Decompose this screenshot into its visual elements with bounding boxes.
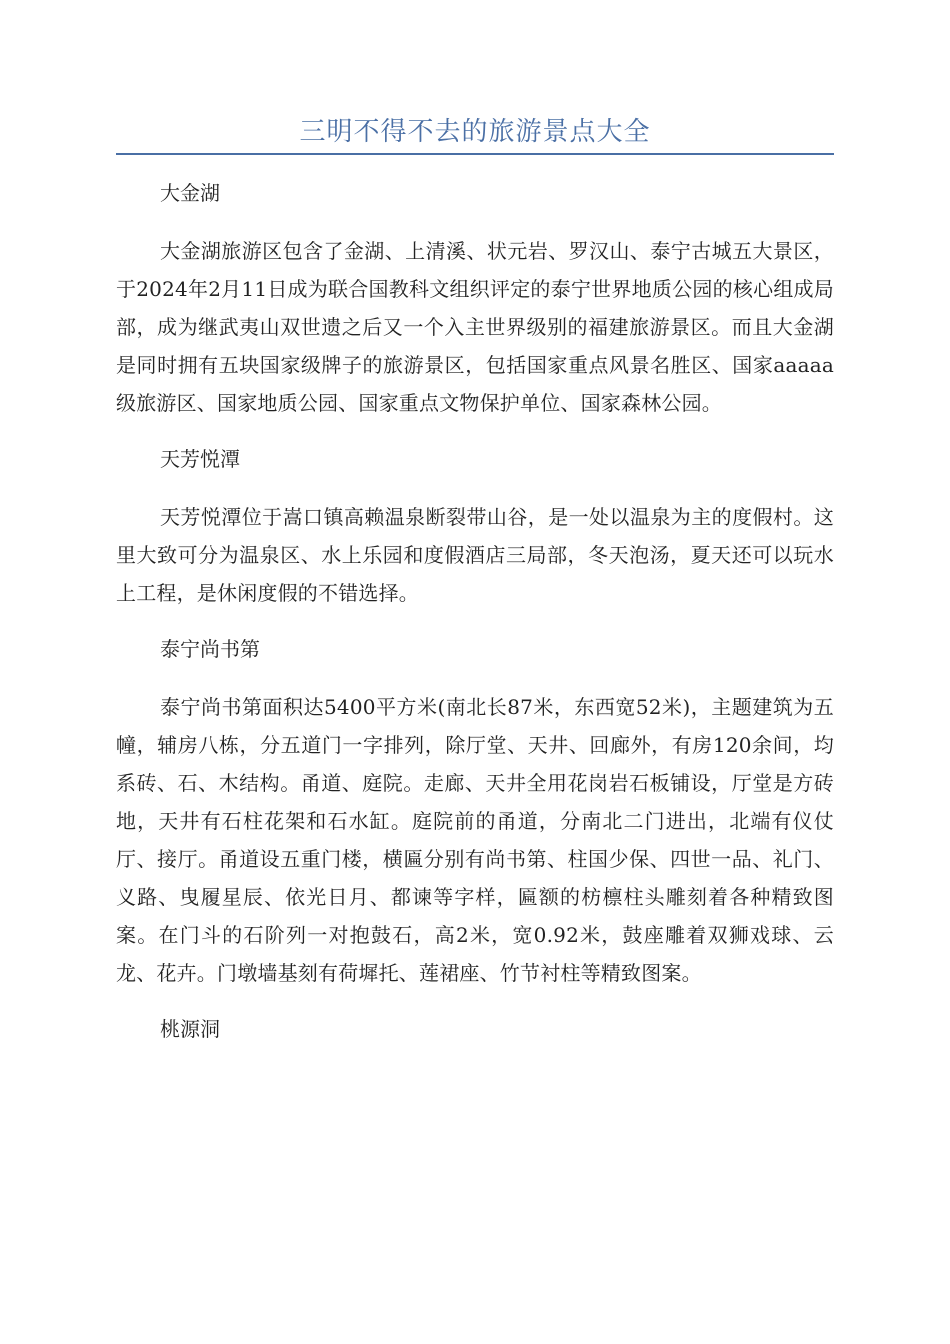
section-shangshudi bbox=[116, 630, 834, 992]
section-taoyuandong bbox=[116, 1010, 834, 1048]
title-underline bbox=[116, 153, 834, 155]
section-dajinhu bbox=[116, 174, 834, 422]
section-paragraph: 大金湖旅游区包含了金湖、上清溪、状元岩、罗汉山、泰宁古城五大景区，于2024年2月11日成为联合国教科文组织评定的泰宁世界地质公园的核心组成局部，成为继武夷山双世遗之后又一个入主世界级别的福建旅游景区。而且大金湖是同时拥有五块国家级牌子的旅游景区，包括国家重点风景名胜区、国家aaaaa级旅游区、国家地质公园、国家重点文物保护单位、国家森林公园。 bbox=[116, 239, 834, 415]
document-body bbox=[116, 174, 834, 1068]
section-heading: 天芳悦潭 bbox=[160, 447, 240, 471]
section-heading: 桃源洞 bbox=[160, 1017, 220, 1041]
section-heading: 大金湖 bbox=[160, 181, 220, 205]
section-tianfangyuetan bbox=[116, 440, 834, 612]
document-title: 三明不得不去的旅游景点大全 bbox=[299, 117, 651, 147]
section-paragraph: 泰宁尚书第面积达5400平方米(南北长87米，东西宽52米)，主题建筑为五幢，辅房八栋，分五道门一字排列，除厅堂、天井、回廊外，有房120余间，均系砖、石、木结构。甬道、庭院。走廊、天井全用花岗岩石板铺设，厅堂是方砖地，天井有石柱花架和石水缸。庭院前的甬道，分南北二门进出，北端有仪仗厅、接厅。甬道设五重门楼，横匾分别有尚书第、柱国少保、四世一品、礼门、义路、曳履星辰、依光日月、都谏等字样，匾额的枋檩柱头雕刻着各种精致图案。在门斗的石阶列一对抱鼓石，高2米，宽0.92米，鼓座雕着双狮戏球、云龙、花卉。门墩墙基刻有荷墀托、莲裙座、竹节衬柱等精致图案。 bbox=[116, 695, 834, 985]
section-paragraph: 天芳悦潭位于嵩口镇高赖温泉断裂带山谷，是一处以温泉为主的度假村。这里大致可分为温泉区、水上乐园和度假酒店三局部，冬天泡汤，夏天还可以玩水上工程，是休闲度假的不错选择。 bbox=[116, 505, 834, 605]
section-heading: 泰宁尚书第 bbox=[160, 637, 260, 661]
